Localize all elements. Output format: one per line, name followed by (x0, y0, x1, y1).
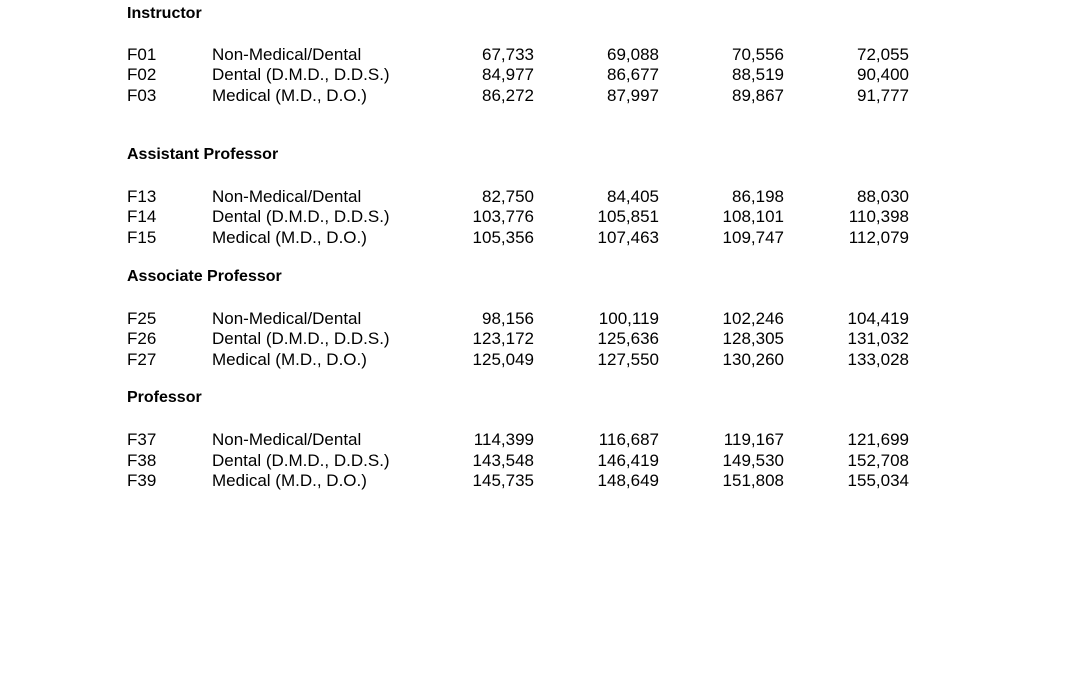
row-value-3: 130,260 (722, 350, 784, 369)
row-description: Medical (M.D., D.O.) (212, 86, 367, 105)
row-value-4: 121,699 (847, 430, 909, 449)
row-description: Medical (M.D., D.O.) (212, 350, 367, 369)
row-value-3: 102,246 (722, 309, 784, 328)
row-description: Medical (M.D., D.O.) (212, 228, 367, 247)
table-row (0, 470, 1080, 491)
table-row (0, 429, 1080, 450)
row-value-2: 84,405 (607, 187, 659, 206)
row-code: F26 (127, 329, 157, 348)
row-value-2: 125,636 (597, 329, 659, 348)
row-value-1: 125,049 (472, 350, 534, 369)
row-value-1: 82,750 (482, 187, 534, 206)
row-value-3: 86,198 (732, 187, 784, 206)
row-value-3: 119,167 (723, 430, 784, 449)
section-heading-instructor: Instructor (127, 5, 202, 22)
row-value-4: 90,400 (857, 65, 909, 84)
table-row (0, 206, 1080, 227)
row-value-3: 149,530 (722, 451, 784, 470)
row-value-2: 100,119 (598, 309, 659, 328)
table-row (0, 308, 1080, 329)
row-value-2: 127,550 (597, 350, 659, 369)
row-value-4: 131,032 (847, 329, 909, 348)
row-value-3: 109,747 (722, 228, 784, 247)
row-code: F39 (127, 471, 157, 490)
row-value-4: 91,777 (857, 86, 909, 105)
row-value-3: 70,556 (732, 45, 784, 64)
table-row (0, 85, 1080, 106)
table-row (0, 328, 1080, 349)
row-code: F14 (127, 207, 157, 226)
table-row (0, 64, 1080, 85)
row-value-4: 110,398 (848, 207, 909, 226)
row-value-2: 107,463 (597, 228, 659, 247)
row-value-4: 104,419 (847, 309, 909, 328)
row-code: F38 (127, 451, 157, 470)
row-description: Dental (D.M.D., D.D.S.) (212, 451, 390, 470)
section-heading-professor: Professor (127, 389, 202, 406)
row-code: F02 (127, 65, 157, 84)
row-value-2: 116,687 (598, 430, 659, 449)
row-value-4: 133,028 (847, 350, 909, 369)
table-row (0, 227, 1080, 248)
row-value-2: 146,419 (597, 451, 659, 470)
row-value-4: 88,030 (857, 187, 909, 206)
row-value-1: 98,156 (482, 309, 534, 328)
row-code: F03 (127, 86, 157, 105)
table-row (0, 349, 1080, 370)
row-description: Medical (M.D., D.O.) (212, 471, 367, 490)
row-value-2: 105,851 (597, 207, 659, 226)
row-value-2: 87,997 (607, 86, 659, 105)
row-value-4: 112,079 (848, 228, 909, 247)
row-description: Non-Medical/Dental (212, 45, 362, 64)
row-description: Non-Medical/Dental (212, 430, 362, 449)
row-description: Non-Medical/Dental (212, 187, 362, 206)
row-value-1: 114,399 (473, 430, 534, 449)
row-code: F01 (127, 45, 157, 64)
row-value-3: 89,867 (732, 86, 784, 105)
row-value-3: 88,519 (732, 65, 784, 84)
table-row (0, 186, 1080, 207)
row-value-3: 108,101 (722, 207, 784, 226)
row-code: F27 (127, 350, 157, 369)
row-value-2: 148,649 (597, 471, 659, 490)
row-value-1: 67,733 (482, 45, 534, 64)
row-description: Non-Medical/Dental (212, 309, 362, 328)
row-value-1: 105,356 (472, 228, 534, 247)
table-row (0, 450, 1080, 471)
row-value-3: 151,808 (722, 471, 784, 490)
row-description: Dental (D.M.D., D.D.S.) (212, 65, 390, 84)
row-code: F15 (127, 228, 157, 247)
row-code: F13 (127, 187, 157, 206)
row-value-1: 123,172 (472, 329, 534, 348)
table-row (0, 44, 1080, 65)
row-value-1: 145,735 (472, 471, 534, 490)
row-value-2: 69,088 (607, 45, 659, 64)
row-value-1: 84,977 (482, 65, 534, 84)
row-value-2: 86,677 (607, 65, 659, 84)
row-value-3: 128,305 (722, 329, 784, 348)
row-description: Dental (D.M.D., D.D.S.) (212, 207, 390, 226)
row-description: Dental (D.M.D., D.D.S.) (212, 329, 390, 348)
row-value-4: 152,708 (847, 451, 909, 470)
row-value-1: 103,776 (472, 207, 534, 226)
row-value-1: 143,548 (472, 451, 534, 470)
row-code: F25 (127, 309, 157, 328)
section-heading-associate-professor: Associate Professor (127, 268, 282, 285)
row-value-4: 72,055 (857, 45, 909, 64)
section-heading-assistant-professor: Assistant Professor (127, 146, 279, 163)
row-code: F37 (127, 430, 157, 449)
row-value-1: 86,272 (482, 86, 534, 105)
row-value-4: 155,034 (847, 471, 909, 490)
